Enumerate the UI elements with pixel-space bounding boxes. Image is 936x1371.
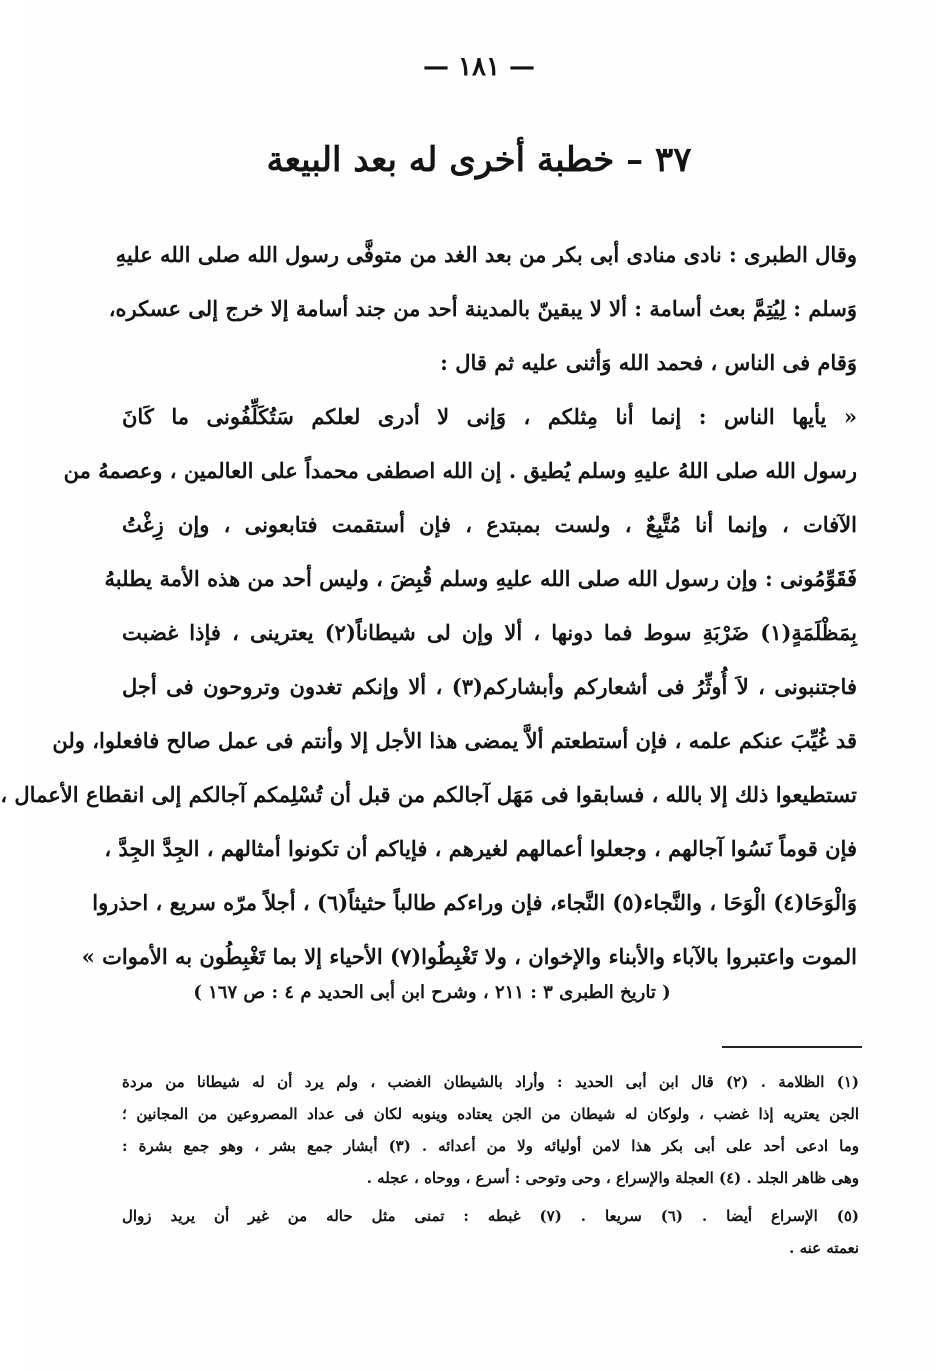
footnote-divider (722, 1046, 862, 1048)
sermon-body (0, 228, 857, 984)
source-citation: ( تاريخ الطبرى ٣ : ٢١١ ، وشرح ابن أبى الحديد م ٤ : ص ١٦٧ ) (193, 982, 671, 1003)
body-line: الموت واعتبروا بالآباء والأبناء والإخوان ، ولا تَغْبِطُوا(٧) الأحياء إلا بما تَغْبِطُون به الأموات » (81, 944, 857, 969)
page-number: — ١٨١ — (422, 52, 536, 82)
body-line: فَقَوِّمُونى : وإن رسول الله صلى الله عليهِ وسلم قُبِضَ ، وليس أحد من هذه الأمة يطلبهُ (104, 566, 857, 591)
footnote-line: (٥) الإسراع أيضا . (٦) سريعا . (٧) غبطه : تمنى مثل حاله من غير أن يريد زوال (122, 1207, 859, 1225)
footnotes (122, 1066, 859, 1264)
sermon-title: ٣٧ – خطبة أخرى له بعد البيعة (266, 140, 692, 180)
body-line: بِمَظْلَمَةٍ(١) ضَرْبَةِ سوط فما دونها ، ألا وإن لى شيطاناً(٢) يعترينى ، فإذا غضبت (122, 620, 857, 645)
body-line: رسول الله صلى اللهُ عليهِ وسلم يُطيق . إن الله اصطفى محمداً على العالمين ، وعصمهُ من (63, 458, 857, 483)
body-line: « يأيها الناس : إنما أنا مِثلكم ، وَإنى لا أدرى لعلكم سَتُكَلِّفُونى ما كَانَ (122, 404, 857, 429)
body-line: وَقام فى الناس ، فحمد الله وَأثنى عليه ثم قال : (440, 350, 857, 375)
body-line: الآفات ، وإنما أنا مُتَّبِعٌ ، ولست بمبتدع ، فإن أستقمت فتابعونى ، وإن زِغْتُ (122, 512, 857, 537)
footnote-line: وهى ظاهر الجلد . (٤) العجلة والإسراع ، وحى وتوحى : أسرع ، ووحاه ، عجله . (366, 1169, 859, 1187)
body-line: وَسلم : لِيُتِمَّ بعث أسامة : ألا لا يبقينّ بالمدينة أحد من جند أسامة إلا خرج إلى عسكره، (108, 296, 857, 321)
body-line: وقال الطبرى : نادى منادى أبى بكر من بعد الغد من متوفَّى رسول الله صلى الله عليهِ (115, 242, 857, 267)
footnote-line: (١) الظلامة . (٢) قال ابن أبى الحديد : وأراد بالشيطان الغضب ، ولم يرد أن له شيطانا من مردة (122, 1073, 860, 1091)
footnote-line: وما ادعى أحد على أبى بكر هذا لامن أوليائه ولا من أعدائه . (٣) أبشار جمع بشر ، وهو جمع بشرة : (122, 1137, 859, 1155)
footnote-line: نعمته عنه . (789, 1239, 859, 1257)
body-line: قد غُيِّبَ عنكم علمه ، فإن أستطعتم ألاَّ يمضى هذا الأجل إلا وأنتم فى عمل صالح فافعلوا، ولن (52, 728, 857, 753)
body-line: وَالْوَحَا(٤) الْوَحَا ، والنَّجاء(٥) النَّجاء، فإن وراءكم طالباً حثيثاً(٦) ، أجلاً مرّه سريع ، احذروا (92, 890, 857, 915)
body-line: فإن قوماً نَسُوا آجالهم ، وجعلوا أعمالهم لغيرهم ، فإياكم أن تكونوا أمثالهم ، الجِدَّ الجِدَّ ، (104, 836, 857, 861)
footnote-line: الجن يعتريه إذا غضب ، ولوكان له شيطان من الجن يعتاده وينوبه لكان فى عداد المصروعين من المجانين ؛ (122, 1105, 859, 1123)
body-line: تستطيعوا ذلك إلا بالله ، فسابقوا فى مَهَل آجالكم من قبل أن تُسْلِمكم آجالكم إلى انقطاع الأعمال ، (0, 782, 857, 807)
body-line: فاجتنبونى ، لاَ أُوثِّرُ فى أشعاركم وأبشاركم(٣) ، ألا وإنكم تغدون وتروحون فى أجل (122, 674, 857, 699)
